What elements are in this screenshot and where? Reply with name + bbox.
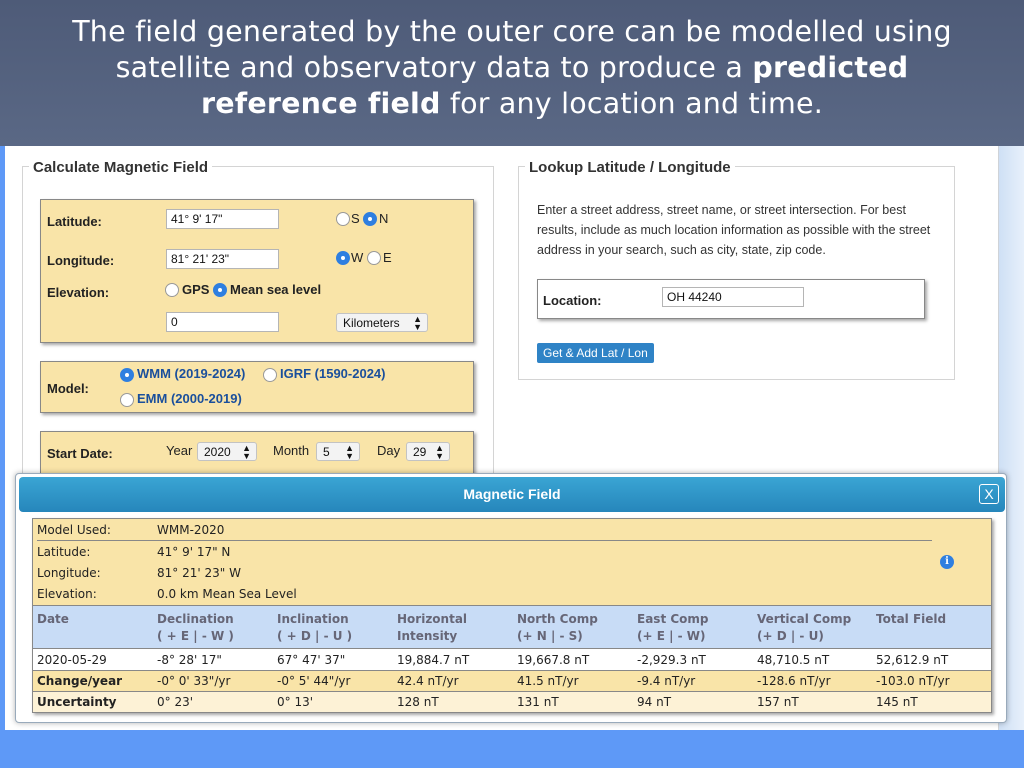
day-value: 29 <box>413 445 427 459</box>
table-cell: 145 nT <box>876 695 918 709</box>
column-header <box>37 611 69 628</box>
modal-title: Magnetic Field <box>463 486 561 502</box>
longitude-west-label: W <box>351 250 364 265</box>
model-wmm-radio[interactable] <box>120 368 134 382</box>
year-value: 2020 <box>204 445 231 459</box>
table-row <box>33 650 991 671</box>
location-input[interactable]: OH 44240 <box>662 287 804 307</box>
table-cell: 52,612.9 nT <box>876 653 949 667</box>
model-used-label: Model Used: <box>37 523 111 537</box>
column-header <box>157 611 234 645</box>
column-header <box>637 611 709 645</box>
column-header-title: Vertical Comp <box>757 612 852 626</box>
banner-line-3 <box>0 86 1024 122</box>
lookup-legend: Lookup Latitude / Longitude <box>525 159 735 176</box>
model-wmm-label: WMM (2019-2024) <box>137 366 246 381</box>
column-header-subtitle: ( + E | - W ) <box>157 629 234 643</box>
latitude-south-label: S <box>351 211 360 226</box>
table-cell: 19,884.7 nT <box>397 653 470 667</box>
info-icon[interactable]: i <box>940 555 954 569</box>
table-cell: 48,710.5 nT <box>757 653 830 667</box>
month-label: Month <box>273 443 310 458</box>
latitude-north-label: N <box>379 211 389 226</box>
table-cell: 0° 23' <box>157 695 194 709</box>
modal-header <box>19 477 1005 512</box>
banner-line-3-bold: reference field <box>200 87 441 120</box>
table-cell: 131 nT <box>517 695 559 709</box>
day-label: Day <box>377 443 401 458</box>
result-longitude-label: Longitude: <box>37 566 101 580</box>
elevation-msl-label: Mean sea level <box>230 282 322 297</box>
table-cell: 94 nT <box>637 695 672 709</box>
table-cell: -9.4 nT/yr <box>637 674 696 688</box>
results-summary <box>33 519 991 605</box>
slide-banner <box>0 0 1024 146</box>
table-cell: 157 nT <box>757 695 799 709</box>
elevation-unit-value: Kilometers <box>343 316 400 330</box>
table-cell: Uncertainty <box>37 695 117 709</box>
model-emm-radio[interactable] <box>120 393 134 407</box>
table-cell: 0° 13' <box>277 695 314 709</box>
column-header-subtitle: Intensity <box>397 629 458 643</box>
table-row <box>33 671 991 692</box>
summary-divider <box>37 540 932 541</box>
model-emm-label: EMM (2000-2019) <box>137 391 242 406</box>
table-cell: -8° 28' 17" <box>157 653 222 667</box>
elevation-msl-radio[interactable] <box>213 283 227 297</box>
column-header <box>277 611 352 645</box>
banner-line-2 <box>0 50 1024 86</box>
table-cell: -0° 5' 44"/yr <box>277 674 351 688</box>
select-arrows-icon: ▲ ▼ <box>435 443 444 461</box>
column-header-subtitle: ( + D | - U ) <box>277 629 353 643</box>
model-igrf-label: IGRF (1590-2024) <box>280 366 386 381</box>
column-header-subtitle: (+ N | - S) <box>517 629 583 643</box>
table-cell: -0° 0' 33"/yr <box>157 674 231 688</box>
location-box <box>537 279 925 319</box>
day-select[interactable] <box>406 442 450 461</box>
table-cell: -103.0 nT/yr <box>876 674 950 688</box>
column-header-title: North Comp <box>517 612 598 626</box>
latitude-north-radio[interactable] <box>363 212 377 226</box>
start-date-label: Start Date: <box>47 446 113 461</box>
latitude-south-radio[interactable] <box>336 212 350 226</box>
elevation-input[interactable]: 0 <box>166 312 279 332</box>
result-latitude-value: 41° 9' 17" N <box>157 545 231 559</box>
column-header-subtitle: (+ D | - U) <box>757 629 824 643</box>
elevation-gps-radio[interactable] <box>165 283 179 297</box>
longitude-east-radio[interactable] <box>367 251 381 265</box>
latitude-label: Latitude: <box>47 214 102 229</box>
longitude-west-radio[interactable] <box>336 251 350 265</box>
month-select[interactable] <box>316 442 360 461</box>
table-cell: -128.6 nT/yr <box>757 674 831 688</box>
longitude-input[interactable]: 81° 21' 23" <box>166 249 279 269</box>
location-label: Location: <box>543 293 602 308</box>
column-header-title: Total Field <box>876 612 947 626</box>
column-header-title: Declination <box>157 612 234 626</box>
table-cell: 41.5 nT/yr <box>517 674 579 688</box>
model-panel <box>40 361 474 413</box>
banner-line-2-text: satellite and observatory data to produce a <box>115 51 753 84</box>
magnetic-field-modal <box>15 473 1007 723</box>
latitude-input[interactable]: 41° 9' 17" <box>166 209 279 229</box>
column-header-subtitle: (+ E | - W) <box>637 629 706 643</box>
banner-line-1: The field generated by the outer core can be modelled using <box>72 15 952 48</box>
calculate-legend: Calculate Magnetic Field <box>29 159 212 176</box>
result-elevation-value: 0.0 km Mean Sea Level <box>157 587 297 601</box>
table-row <box>33 692 991 713</box>
column-header-title: Inclination <box>277 612 349 626</box>
elevation-label: Elevation: <box>47 285 110 300</box>
column-header <box>876 611 946 628</box>
column-header <box>517 611 598 645</box>
banner-line-3-text: for any location and time. <box>440 87 824 120</box>
month-value: 5 <box>323 445 330 459</box>
year-label: Year <box>166 443 193 458</box>
elevation-gps-label: GPS <box>182 282 210 297</box>
column-header <box>757 611 851 645</box>
result-elevation-label: Elevation: <box>37 587 97 601</box>
close-button[interactable]: X <box>979 484 999 504</box>
table-cell: -2,929.3 nT <box>637 653 706 667</box>
result-longitude-value: 81° 21' 23" W <box>157 566 241 580</box>
model-igrf-radio[interactable] <box>263 368 277 382</box>
longitude-east-label: E <box>383 250 392 265</box>
longitude-label: Longitude: <box>47 253 115 268</box>
banner-line-2-bold: predicted <box>752 51 909 84</box>
get-lat-lon-button[interactable]: Get & Add Lat / Lon <box>537 343 654 363</box>
table-cell: 2020-05-29 <box>37 653 107 667</box>
results-table <box>32 518 992 713</box>
table-header <box>33 605 991 649</box>
model-label: Model: <box>47 381 89 396</box>
result-latitude-label: Latitude: <box>37 545 91 559</box>
model-used-value: WMM-2020 <box>157 523 225 537</box>
select-arrows-icon: ▲ ▼ <box>242 443 251 461</box>
year-select[interactable] <box>197 442 257 461</box>
lookup-instructions: Enter a street address, street name, or street intersection. For best results, include as much location information as possible with the street address in your search, such as city, state, zip code. <box>537 203 931 257</box>
select-arrows-icon: ▲ ▼ <box>345 443 354 461</box>
start-date-panel <box>40 431 474 479</box>
table-cell: 42.4 nT/yr <box>397 674 459 688</box>
column-header-title: East Comp <box>637 612 709 626</box>
elevation-unit-select[interactable] <box>336 313 428 332</box>
table-cell: 19,667.8 nT <box>517 653 590 667</box>
select-arrows-icon: ▲ ▼ <box>413 314 422 332</box>
table-cell: 128 nT <box>397 695 439 709</box>
column-header-title: Date <box>37 612 69 626</box>
column-header <box>397 611 467 645</box>
table-cell: Change/year <box>37 674 123 688</box>
column-header-title: Horizontal <box>397 612 468 626</box>
location-panel <box>40 199 474 343</box>
table-cell: 67° 47' 37" <box>277 653 346 667</box>
